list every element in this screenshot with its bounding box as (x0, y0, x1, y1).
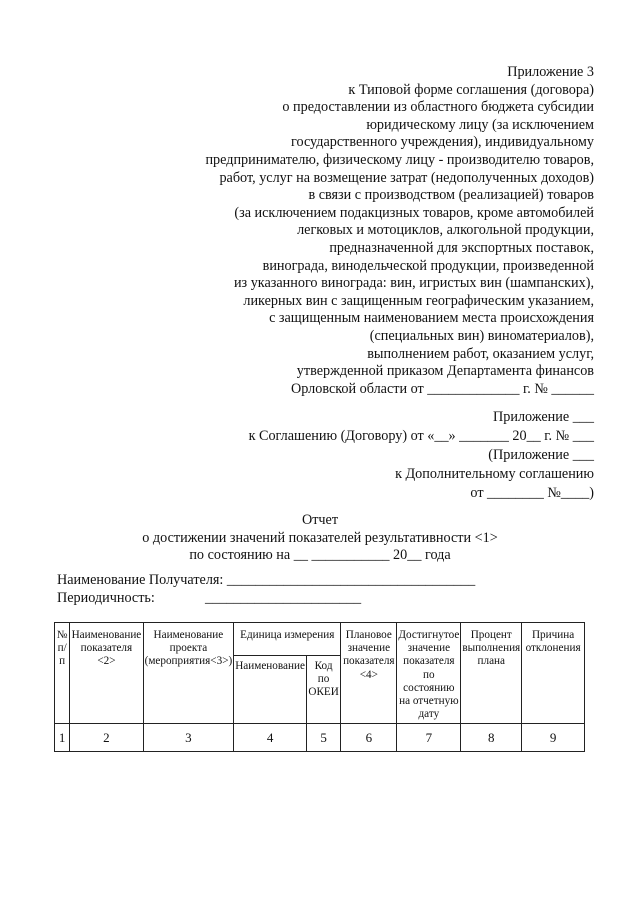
appendix-line: Приложение 3 (507, 64, 594, 80)
appendix-line: предназначенной для экспортных поставок, (329, 239, 594, 256)
appendix-line: с защищенным наименованием места происхождения (269, 310, 594, 327)
report-title-line: Отчет (301, 512, 339, 528)
header-indicator: Наименование показателя <2> (70, 623, 143, 724)
recipient-name-label: Наименование Получателя: ___________________________________ (57, 572, 476, 588)
header-project: Наименование проекта (мероприятия<3>) (143, 623, 234, 724)
appendix-line: в связи с производством (реализацией) товаров (308, 187, 594, 204)
recipient-block (57, 572, 475, 607)
periodicity-blank: ______________________ (205, 589, 362, 606)
appendix-line: (за исключением подакцизных товаров, кроме автомобилей (234, 204, 594, 221)
report-title (0, 512, 640, 565)
column-number: 4 (234, 724, 307, 752)
appendix-line: (специальных вин) виноматериалов), (369, 327, 594, 344)
header-unit-okei: Код по ОКЕИ (306, 655, 340, 724)
header-reason: Причина отклонения (522, 623, 585, 724)
periodicity-label: Периодичность: (57, 589, 155, 606)
agreement-appendix-line: от ________ №____) (470, 485, 594, 501)
header-num: № п/п (55, 623, 70, 724)
appendix-line: легковых и мотоциклов, алкогольной продукции, (297, 222, 594, 239)
agreement-appendix-block (134, 408, 594, 503)
appendix-line: предпринимателю, физическому лицу - производителю товаров, (205, 151, 594, 168)
table-header-row (55, 623, 585, 656)
recipient-name-row (57, 572, 475, 590)
appendix-line: государственного учреждения), индивидуальному (291, 134, 594, 151)
column-number: 8 (461, 724, 522, 752)
column-number: 1 (55, 724, 70, 752)
table-column-numbers-row (55, 724, 585, 752)
appendix-line: винограда, винодельческой продукции, произведенной (262, 257, 594, 274)
periodicity-row (57, 590, 475, 608)
column-number: 6 (341, 724, 397, 752)
header-percent: Процент выполнения плана (461, 623, 522, 724)
appendix-line: о предоставлении из областного бюджета субсидии (282, 99, 594, 116)
appendix-line: выполнением работ, оказанием услуг, (367, 345, 594, 362)
agreement-appendix-line: (Приложение ___ (488, 447, 594, 463)
column-number: 2 (70, 724, 143, 752)
appendix-line: юридическому лицу (за исключением (366, 116, 594, 133)
appendix-line: ликерных вин с защищенным географическим указанием, (243, 292, 594, 309)
report-table (54, 622, 585, 752)
column-number: 9 (522, 724, 585, 752)
agreement-appendix-line: к Соглашению (Договору) от «__» _______ 20__ г. № ___ (248, 428, 594, 444)
column-number: 5 (306, 724, 340, 752)
appendix-line: из указанного винограда: вин, игристых вин (шампанских), (233, 275, 594, 292)
header-achieved: Достигнутое значение показателя по состоянию на отчетную дату (397, 623, 461, 724)
appendix-block (134, 64, 594, 398)
appendix-line: к Типовой форме соглашения (договора) (348, 81, 594, 98)
header-planned: Плановое значение показателя <4> (341, 623, 397, 724)
appendix-line: утвержденной приказом Департамента финансов (296, 363, 594, 380)
report-title-line: по состоянию на __ ___________ 20__ года (189, 547, 451, 563)
appendix-line: Орловской области от _____________ г. № ______ (291, 380, 594, 397)
agreement-appendix-line: Приложение ___ (493, 409, 594, 425)
column-number: 7 (397, 724, 461, 752)
report-title-line: о достижении значений показателей результативности <1> (142, 529, 498, 546)
column-number: 3 (143, 724, 234, 752)
header-unit-name: Наименование (234, 655, 307, 724)
appendix-line: работ, услуг на возмещение затрат (недополученных доходов) (219, 169, 594, 186)
header-unit: Единица измерения (234, 623, 341, 656)
agreement-appendix-line: к Дополнительному соглашению (395, 466, 594, 482)
